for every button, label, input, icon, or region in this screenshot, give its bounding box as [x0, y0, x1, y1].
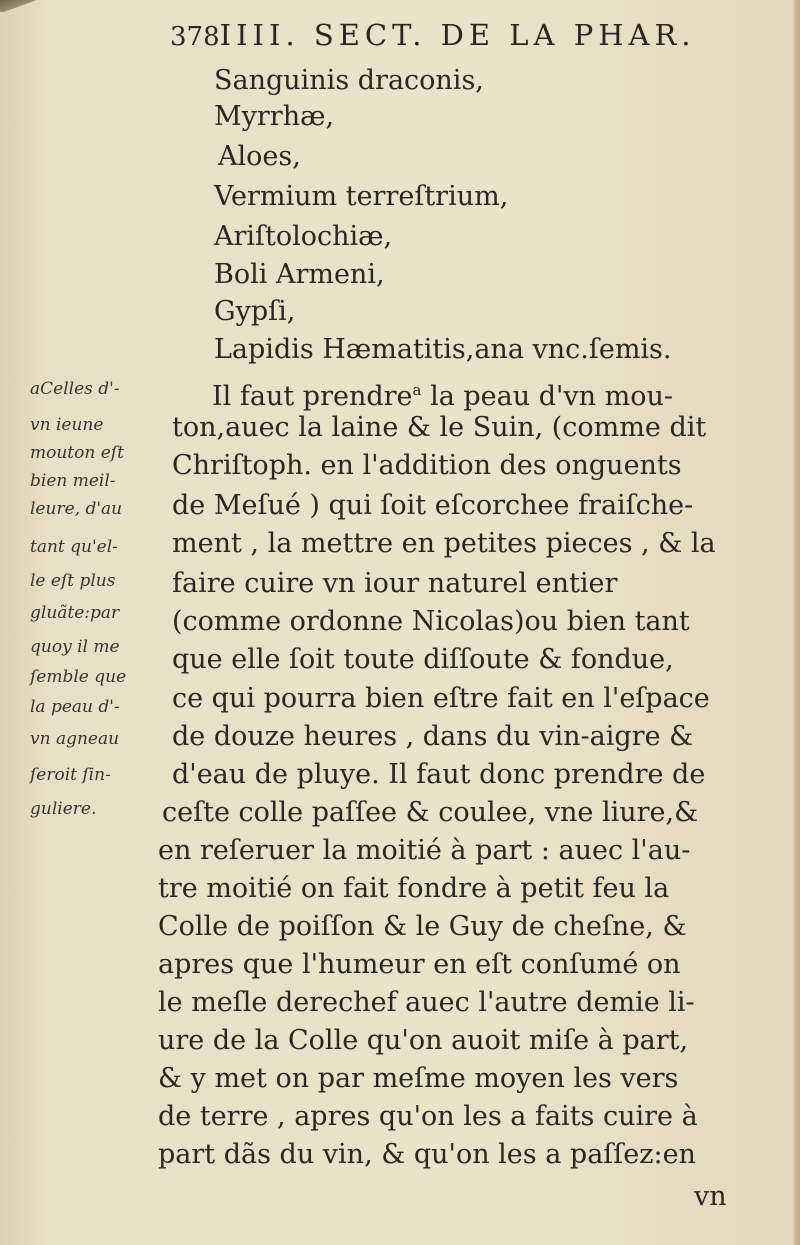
paragraph-opening: Il faut prendre: [212, 381, 413, 412]
margin-note-line: quoy il me: [30, 637, 120, 657]
margin-note-line: vn ieune: [30, 415, 104, 435]
paragraph-first-line: [212, 373, 673, 414]
paragraph-line: de douze heures , dans du vin-aigre &: [172, 721, 694, 752]
recipe-line: Myrrhæ,: [214, 101, 335, 132]
paragraph-line: apres que l'humeur en eſt conſumé on: [158, 949, 681, 980]
recipe-line: Ariſtolochiæ,: [214, 221, 393, 252]
catchword: vn: [694, 1181, 727, 1212]
margin-note-line: tant qu'el-: [30, 537, 118, 557]
margin-note-line: ſemble que: [30, 667, 127, 687]
recipe-line: Gypſi,: [214, 296, 296, 327]
paragraph-line: ure de la Colle qu'on auoit miſe à part,: [158, 1025, 689, 1056]
paragraph-line: Chriſtoph. en l'addition des onguents: [172, 450, 682, 481]
paragraph-line: part dãs du vin, & qu'on les a paſſez:en: [158, 1139, 696, 1170]
recipe-line: Aloes,: [218, 141, 301, 172]
recipe-line: Lapidis Hæmatitis,ana vnc.ſemis.: [214, 334, 672, 365]
margin-note-line: bien meil-: [30, 471, 116, 491]
paragraph-opening-rest: la peau d'vn mou-: [430, 381, 674, 412]
paragraph-line: ceſte colle paſſee & coulee, vne liure,&: [162, 797, 699, 828]
margin-note-line: guliere.: [30, 799, 97, 819]
margin-note-line: ſeroit ſin-: [30, 765, 111, 785]
paragraph-line: faire cuire vn iour naturel entier: [172, 568, 618, 599]
margin-note-line: vn agneau: [30, 729, 120, 749]
paragraph-line: d'eau de pluye. Il faut donc prendre de: [172, 759, 706, 790]
page-number: 378: [170, 22, 220, 52]
paragraph-line: de Meſué ) qui ſoit eſcorchee fraiſche-: [172, 490, 694, 521]
paragraph-line: ton,auec la laine & le Suin, (comme dit: [172, 412, 707, 443]
paragraph-line: de terre , apres qu'on les a faits cuire à: [158, 1101, 698, 1132]
margin-note-line: leure, d'au: [30, 499, 123, 519]
paragraph-line: (comme ordonne Nicolas)ou bien tant: [172, 606, 690, 637]
margin-note-line: la peau d'-: [30, 697, 120, 717]
running-title: IIII. SECT. DE LA PHAR.: [219, 18, 696, 52]
recipe-line: Sanguinis draconis,: [214, 65, 484, 96]
paragraph-line: & y met on par meſme moyen les vers: [158, 1063, 679, 1094]
paragraph-line: le meſle derechef auec l'autre demie li-: [158, 987, 695, 1018]
paragraph-line: ce qui pourra bien eſtre fait en l'eſpace: [172, 683, 710, 714]
margin-note-line: mouton eſt: [30, 443, 124, 463]
paragraph-line: Colle de poiſſon & le Guy de cheſne, &: [158, 911, 687, 942]
paragraph-line: ment , la mettre en petites pieces , & la: [172, 528, 716, 559]
paragraph-line: en reſeruer la moitié à part : auec l'au-: [158, 835, 691, 866]
recipe-line: Vermium terreſtrium,: [214, 181, 509, 212]
recipe-line: Boli Armeni,: [214, 259, 385, 290]
margin-note-line: le eſt plus: [30, 571, 116, 591]
paragraph-line: que elle ſoit toute diſſoute & fondue,: [172, 644, 674, 675]
note-marker: a: [412, 381, 422, 399]
margin-note-line: gluãte:par: [30, 603, 120, 623]
margin-note-line: aCelles d'-: [30, 379, 120, 399]
paragraph-line: tre moitié on fait fondre à petit feu la: [158, 873, 670, 904]
